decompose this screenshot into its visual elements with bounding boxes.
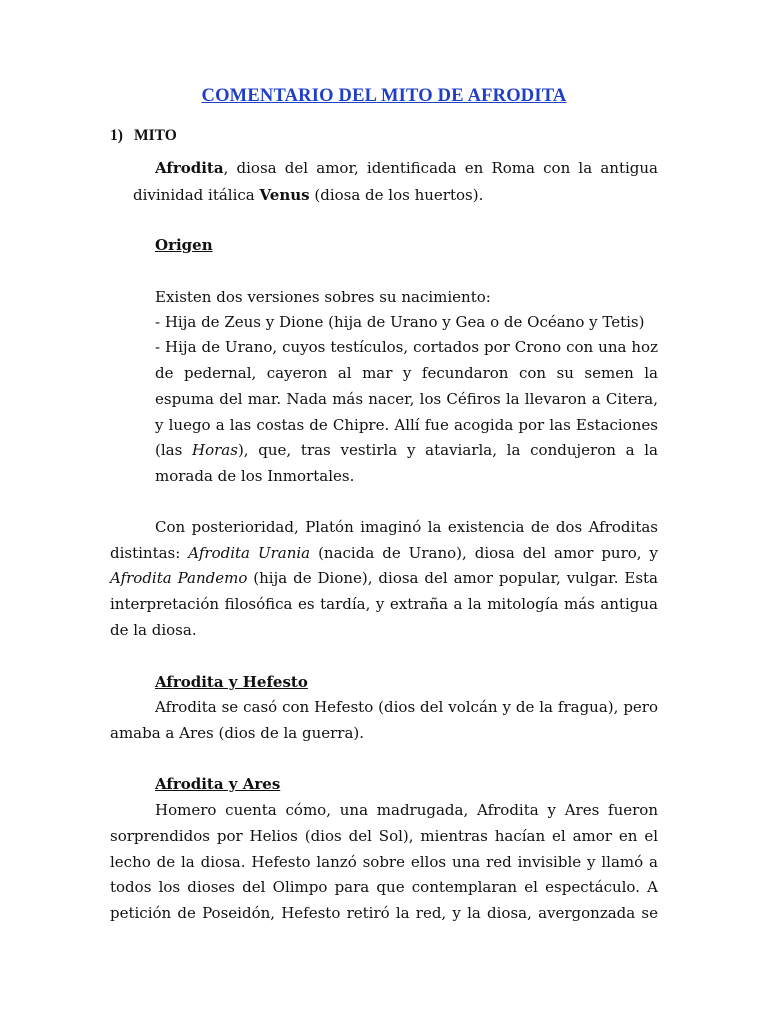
section-number: 1) — [110, 127, 123, 144]
term-afrodita-urania: Afrodita Urania — [188, 544, 311, 562]
hefesto-line-1: Afrodita se casó con Hefesto (dios del volcán y de la fragua), pero — [155, 698, 658, 716]
intro-line-2-a: divinidad itálica — [133, 186, 260, 204]
platon-line-2-a: distintas: — [110, 544, 189, 562]
intro-line-2 — [133, 185, 483, 205]
platon-line-2 — [110, 543, 658, 563]
platon-line-3 — [110, 568, 658, 588]
term-afrodita-pandemo: Afrodita Pandemo — [110, 569, 248, 587]
hefesto-heading: Afrodita y Hefesto — [155, 673, 308, 691]
hefesto-line-2: amaba a Ares (dios de la guerra). — [110, 724, 365, 742]
platon-line-4: interpretación filosófica es tardía, y extraña a la mitología más antigua — [110, 595, 658, 613]
ares-line-3: lecho de la diosa. Hefesto lanzó sobre ellos una red invisible y llamó a — [110, 853, 658, 871]
intro-line-1 — [155, 158, 658, 178]
origen-line-5: espuma del mar. Nada más nacer, los Céfiros la llevaron a Citera, — [155, 390, 658, 408]
intro-line-1-text: , diosa del amor, identificada en Roma con la antigua — [223, 159, 658, 177]
document-title: COMENTARIO DEL MITO DE AFRODITA — [201, 86, 567, 106]
origen-line-7-c: ), que, tras vestirla y ataviarla, la condujeron a la — [237, 441, 659, 459]
origen-line-6: y luego a las costas de Chipre. Allí fue acogida por las Estaciones — [155, 416, 658, 434]
origen-line-7 — [155, 440, 658, 460]
origen-line-3: - Hija de Urano, cuyos testículos, cortados por Crono con una hoz — [155, 338, 658, 356]
platon-line-5: de la diosa. — [110, 621, 197, 639]
term-afrodita: Afrodita — [155, 159, 224, 177]
origen-line-8: morada de los Inmortales. — [155, 467, 355, 485]
origen-heading: Origen — [155, 236, 213, 254]
platon-line-2-c: (nacida de Urano), diosa del amor puro, y — [310, 544, 659, 562]
ares-line-1: Homero cuenta cómo, una madrugada, Afrodita y Ares fueron — [155, 801, 658, 819]
platon-line-1: Con posterioridad, Platón imaginó la existencia de dos Afroditas — [155, 518, 658, 536]
origen-line-2: - Hija de Zeus y Dione (hija de Urano y Gea o de Océano y Tetis) — [155, 313, 645, 331]
term-venus: Venus — [259, 186, 310, 204]
term-horas: Horas — [192, 441, 238, 459]
section-heading — [110, 127, 177, 145]
section-label: MITO — [134, 127, 177, 144]
origen-line-7-a: (las — [155, 441, 193, 459]
ares-line-5: petición de Poseidón, Hefesto retiró la red, y la diosa, avergonzada se — [110, 904, 658, 922]
platon-line-3-c: (hija de Dione), diosa del amor popular, vulgar. Esta — [247, 569, 659, 587]
ares-line-2: sorprendidos por Helios (dios del Sol), mientras hacían el amor en el — [110, 827, 658, 845]
ares-heading: Afrodita y Ares — [155, 775, 281, 793]
origen-line-4: de pedernal, cayeron al mar y fecundaron con su semen la — [155, 364, 658, 382]
origen-line-1: Existen dos versiones sobres su nacimiento: — [155, 288, 491, 306]
ares-line-4: todos los dioses del Olimpo para que contemplaran el espectáculo. A — [110, 878, 658, 896]
intro-line-2-c: (diosa de los huertos). — [309, 186, 484, 204]
